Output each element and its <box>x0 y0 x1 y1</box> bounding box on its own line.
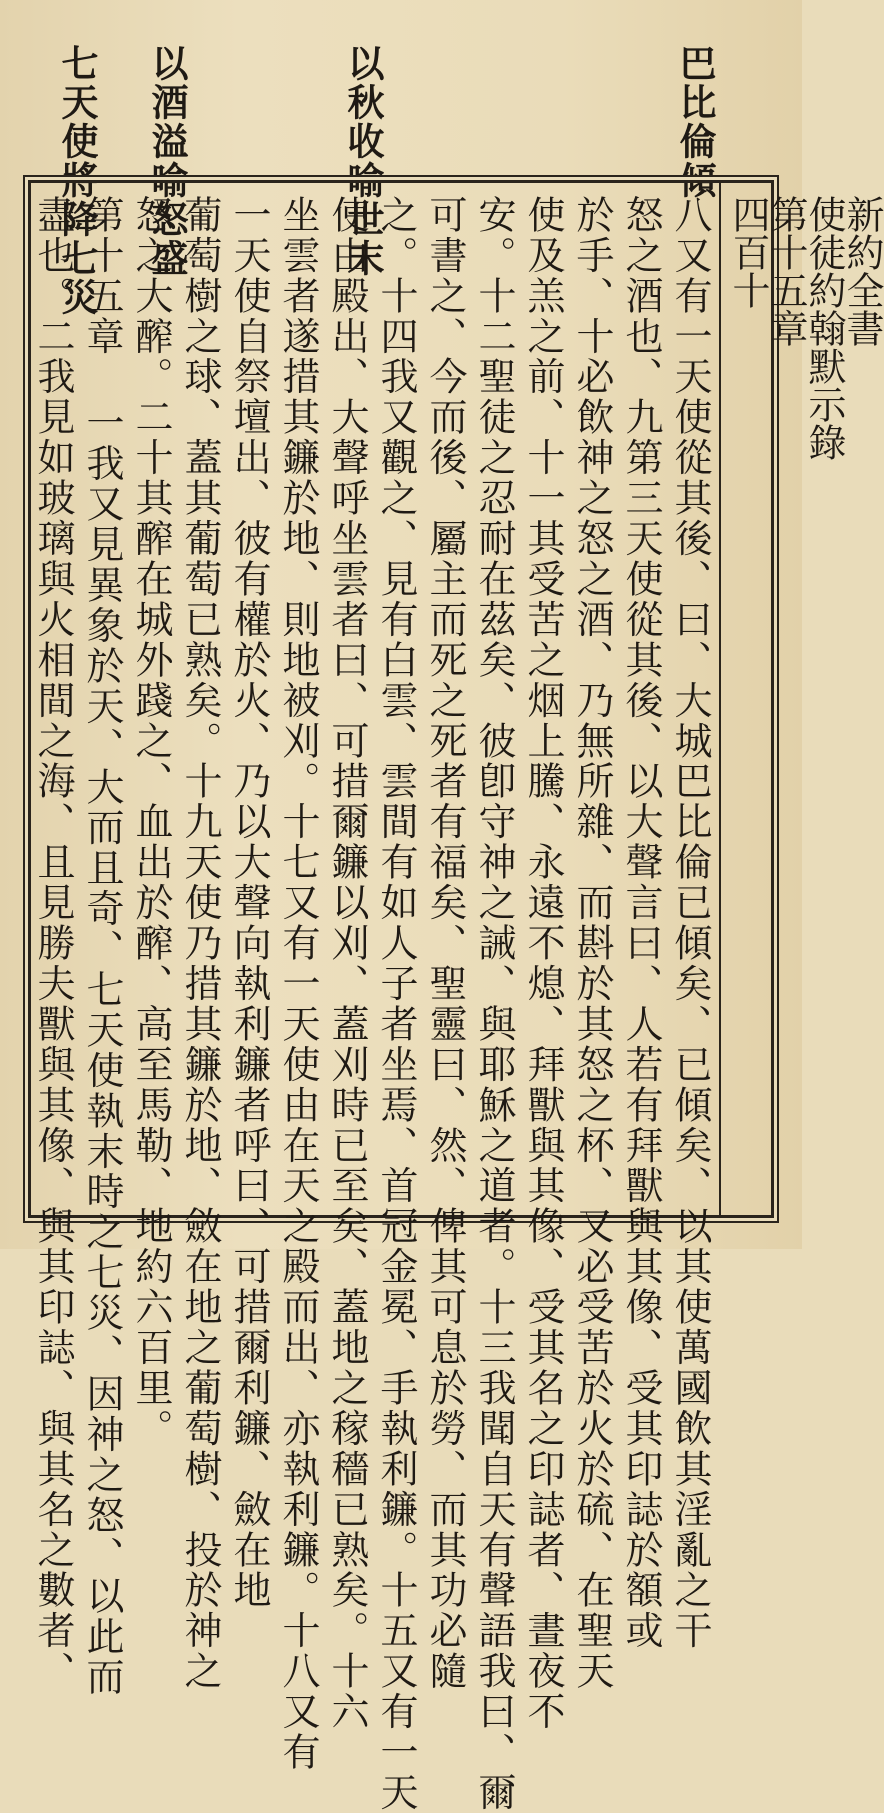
headnote-babylon-fall: 巴比倫傾 <box>673 44 717 200</box>
text-line: 一天使自祭壇出、彼有權於火、乃以大聲向執利鐮者呼曰、可措爾利鐮、斂在地 <box>227 195 271 1611</box>
text-line: 怒之酒也、九第三天使從其後、以大聲言曰、人若有拜獸與其像、受其印誌於額或 <box>619 195 663 1652</box>
text-line: 第十五章 一我又見異象於天、大而且奇、七天使執末時之七災、因神之怒、以此而 <box>80 195 124 1698</box>
text-line: 之。十四我又觀之、見有白雲、雲間有如人子者坐焉、首冠金冕、手執利鐮。十五又有一天 <box>374 195 418 1813</box>
page-number: 四百十 <box>726 195 770 309</box>
text-frame <box>28 180 884 1813</box>
text-line: 怒之大醡。二十其醡在城外踐之、血出於醡、高至馬勒、地約六百里。 <box>129 195 173 1449</box>
headnote-seven-angels: 七天使將降七災 <box>55 44 99 317</box>
headnote-wine-wrath: 以酒溢喻怒盛 <box>145 44 189 278</box>
book-title: 使徒約翰默示錄 <box>802 195 846 461</box>
book-collection-title: 新約全書 <box>840 195 884 347</box>
column-divider <box>719 183 721 1215</box>
text-line: 安。十二聖徒之忍耐在茲矣、彼卽守神之誡、與耶穌之道者。十三我聞自天有聲語我曰、爾 <box>472 195 516 1813</box>
text-line: 於手、十必飲神之怒之酒、乃無所雜、而斟於其怒之杯、又必受苦於火於硫、在聖天 <box>570 195 614 1692</box>
running-head <box>726 195 884 1205</box>
text-line: 可書之、今而後、屬主而死之死者有福矣、聖靈曰、然、俾其可息於勞、而其功必隨 <box>423 195 467 1692</box>
text-line: 葡萄樹之球、蓋其葡萄已熟矣。十九天使乃措其鐮於地、斂在地之葡萄樹、投於神之 <box>178 195 222 1692</box>
chapter-label: 第十五章 <box>764 195 808 347</box>
text-line: 坐雲者遂措其鐮於地、則地被刈。十七又有一天使由在天之殿而出、亦執利鐮。十八又有 <box>276 195 320 1773</box>
text-line: 盡也。二我見如玻璃與火相間之海、且見勝夫獸與其像、與其印誌、與其名之數者、 <box>31 195 75 1692</box>
text-line: 使由殿出、大聲呼坐雲者曰、可措爾鐮以刈、蓋刈時已至矣、蓋地之稼穡已熟矣。十六 <box>325 195 369 1733</box>
text-line: 使及羔之前、十一其受苦之烟上騰、永遠不熄、拜獸與其像、受其名之印誌者、晝夜不 <box>521 195 565 1733</box>
text-line: 八又有一天使從其後、曰、大城巴比倫已傾矣、已傾矣、以其使萬國飲其淫亂之干 <box>668 195 712 1652</box>
headnote-autumn-harvest: 以秋收喻世末 <box>341 44 385 278</box>
